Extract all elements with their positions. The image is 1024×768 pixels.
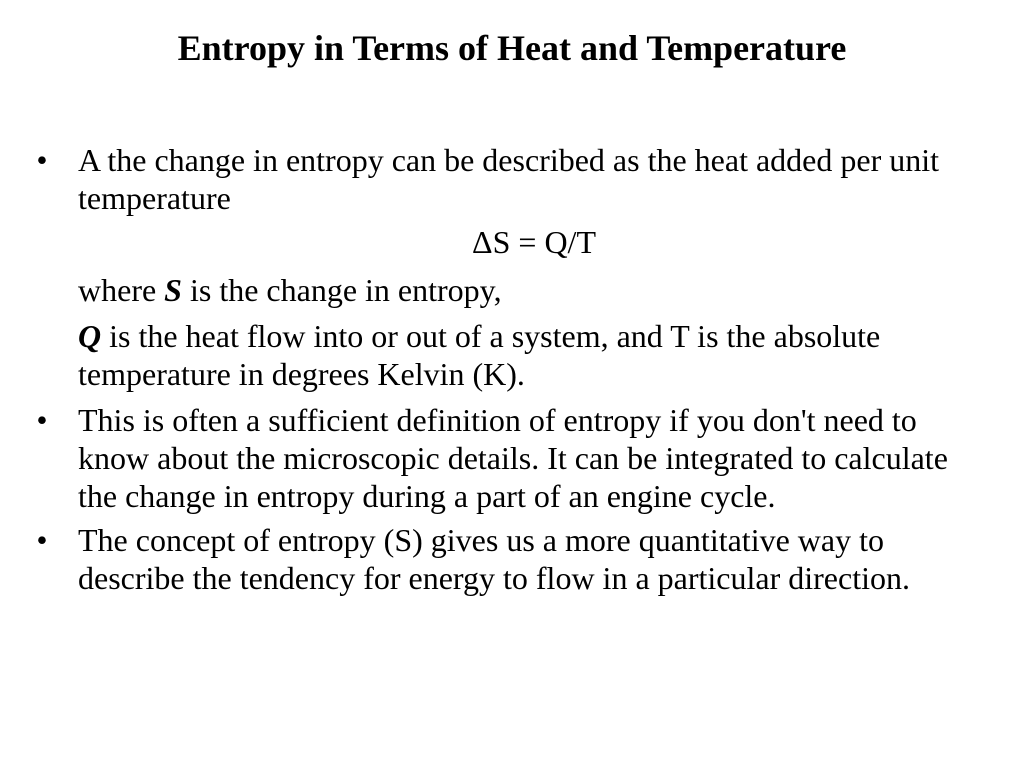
symbol-q: Q — [78, 318, 102, 354]
bullet-item-3 — [30, 521, 990, 597]
slide-title: Entropy in Terms of Heat and Temperature — [177, 28, 847, 68]
bullet-text-2: This is often a sufficient definition of entropy if you don't need to know about the microscopic details. It can be integrated to calculate the change in entropy during a part of an engine cycle. — [78, 402, 948, 514]
bullet-text-3: The concept of entropy (S) gives us a more quantitative way to describe the tendency for energy to flow in a particular direction. — [78, 522, 910, 596]
definition-s — [30, 271, 990, 309]
definition-q — [30, 317, 990, 393]
entropy-equation: ΔS = Q/T — [472, 224, 596, 260]
slide-body — [30, 141, 990, 603]
definition-s-text: is the change in entropy, — [181, 272, 502, 308]
definition-q-text: is the heat flow into or out of a system, and T is the absolute temperature in degrees Kelvin (K). — [78, 318, 881, 392]
bullet-dot-icon: • — [36, 142, 48, 178]
bullet-text-1: A the change in entropy can be described as the heat added per unit temperature — [78, 142, 939, 216]
bullet-item-1 — [30, 141, 990, 217]
bullet-item-2 — [30, 401, 990, 515]
definition-s-prefix: where — [78, 272, 165, 308]
bullet-dot-icon: • — [36, 402, 48, 438]
bullet-dot-icon: • — [36, 522, 48, 558]
symbol-s: S — [164, 272, 182, 308]
